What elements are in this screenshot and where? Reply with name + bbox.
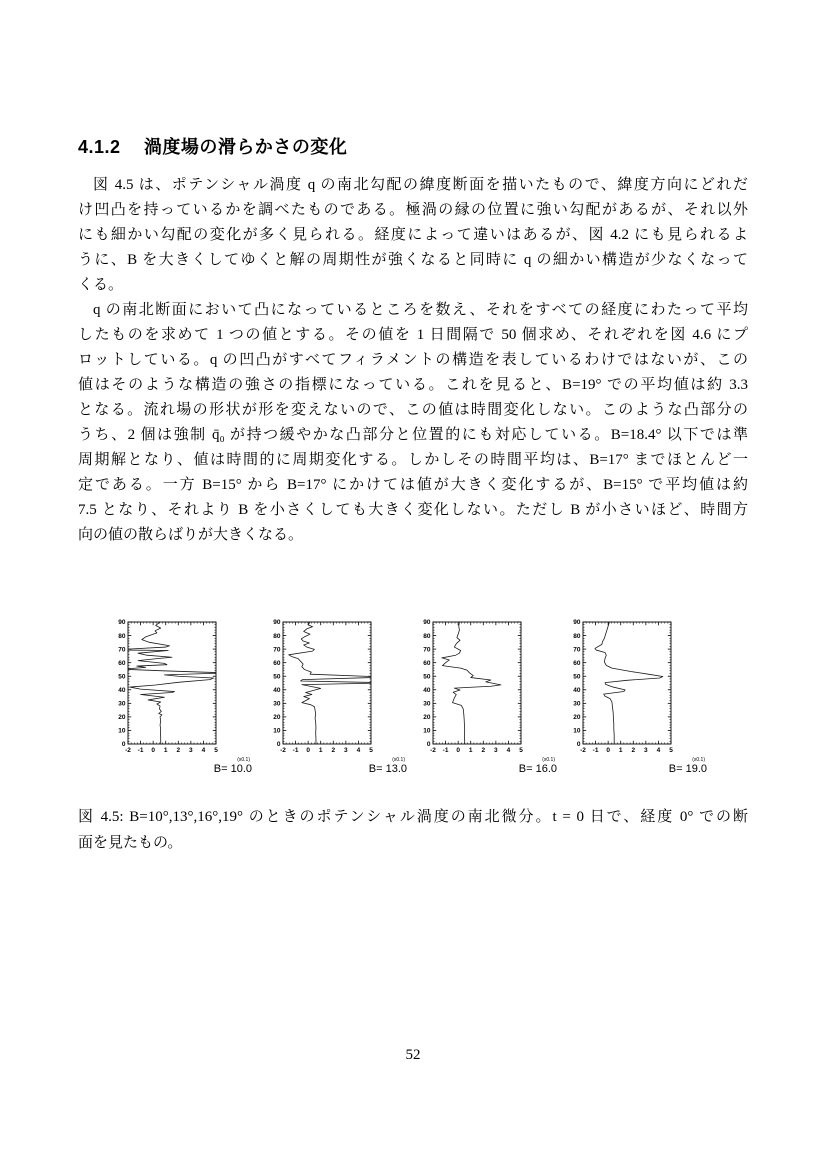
- y-tick-label: 50: [423, 673, 431, 681]
- section-number: 4.1.2: [78, 137, 121, 157]
- latitude-profile-plot: [103, 612, 253, 780]
- plot-title: B= 19.0: [668, 763, 707, 775]
- text-line: 周期解となり、値は時間的に周期変化する。しかしその時間平均は、B=17° までほとんど一: [78, 452, 748, 468]
- y-tick-label: 50: [273, 673, 281, 681]
- latitude-profile-plot: [408, 612, 558, 780]
- x-tick-label: 5: [369, 747, 373, 754]
- x-tick-label: 5: [519, 747, 523, 754]
- x-tick-label: 5: [214, 747, 218, 754]
- x-tick-label: 0: [456, 747, 460, 754]
- x-tick-label: 2: [481, 747, 486, 754]
- y-tick-label: 60: [423, 659, 431, 667]
- text-line: くる。: [78, 277, 124, 293]
- profile-curve: [442, 622, 501, 744]
- plot-title: B= 16.0: [518, 763, 557, 775]
- profile-curve: [289, 622, 371, 744]
- body-text: [78, 173, 748, 548]
- y-tick-label: 70: [573, 646, 581, 654]
- text-line: にも細かい勾配の変化が多く見られる。経度によって違いはあるが、図 4.2 にも見られるよ: [78, 227, 748, 243]
- caption-line: 図 4.5: B=10°,13°,16°,19° のときのポテンシャル渦度の南北微分。t = 0 日で、経度 0° での断: [78, 809, 748, 825]
- y-tick-label: 40: [118, 686, 126, 694]
- text-line: 図 4.5 は、ポテンシャル渦度 q の南北勾配の緯度断面を描いたもので、緯度方向にどれだ: [93, 177, 748, 193]
- text-line: 向の値の散らばりが大きくなる。: [78, 527, 304, 543]
- x-tick-label: -1: [137, 747, 144, 754]
- y-tick-label: 0: [426, 741, 431, 749]
- profile-curve: [595, 622, 663, 744]
- y-tick-label: 90: [573, 619, 581, 627]
- y-tick-label: 10: [573, 727, 581, 735]
- x-tick-label: 2: [331, 747, 336, 754]
- figure-caption: [78, 804, 748, 856]
- y-tick-label: 90: [118, 619, 126, 627]
- x-tick-label: 5: [669, 747, 673, 754]
- y-tick-label: 0: [121, 741, 126, 749]
- x-tick-label: 1: [163, 747, 168, 754]
- x-tick-label: 4: [356, 747, 361, 754]
- x-tick-label: -2: [580, 747, 586, 754]
- y-tick-label: 50: [573, 673, 581, 681]
- text-line: 定である。一方 B=15° から B=17° にかけては値が大きく変化するが、B=15° で平均値は約: [78, 477, 748, 493]
- plot-scale-note: (x0.1): [542, 757, 555, 763]
- text-line: け凹凸を持っているかを調べたものである。極渦の縁の位置に強い勾配があるが、それ以外: [78, 202, 748, 218]
- y-tick-label: 20: [118, 714, 126, 722]
- y-tick-label: 80: [273, 632, 281, 640]
- x-tick-label: 4: [656, 747, 661, 754]
- y-tick-label: 20: [573, 714, 581, 722]
- x-tick-label: 2: [176, 747, 181, 754]
- plot-scale-note: (x0.1): [392, 757, 405, 763]
- section-heading: [78, 133, 347, 159]
- plot-frame: [283, 622, 371, 744]
- x-tick-label: 3: [344, 747, 348, 754]
- y-tick-label: 70: [118, 646, 126, 654]
- plot-scale-note: (x0.1): [692, 757, 705, 763]
- x-tick-label: 0: [606, 747, 610, 754]
- y-tick-label: 80: [423, 632, 431, 640]
- y-tick-label: 80: [118, 632, 126, 640]
- text-line: ロットしている。q の凹凸がすべてフィラメントの構造を表しているわけではないが、この: [78, 352, 748, 368]
- y-tick-label: 60: [118, 659, 126, 667]
- y-tick-label: 0: [576, 741, 581, 749]
- text-line: うに、B を大きくしてゆくと解の周期性が強くなると同時に q の細かい構造が少なくなって: [78, 252, 748, 268]
- y-tick-label: 80: [573, 632, 581, 640]
- plot-scale-note: (x0.1): [237, 757, 250, 763]
- y-tick-label: 30: [423, 700, 431, 708]
- x-tick-label: 0: [151, 747, 155, 754]
- y-tick-label: 30: [573, 700, 581, 708]
- y-tick-label: 10: [423, 727, 431, 735]
- x-tick-label: -2: [430, 747, 436, 754]
- x-tick-label: -1: [442, 747, 449, 754]
- y-tick-label: 0: [276, 741, 281, 749]
- x-tick-label: 3: [189, 747, 193, 754]
- plot-frame: [583, 622, 671, 744]
- plot-frame: [433, 622, 521, 744]
- x-tick-label: 4: [506, 747, 511, 754]
- plot-title: B= 13.0: [368, 763, 407, 775]
- plot-title: B= 10.0: [213, 763, 252, 775]
- y-tick-label: 40: [273, 686, 281, 694]
- y-tick-label: 40: [423, 686, 431, 694]
- x-tick-label: 4: [201, 747, 206, 754]
- paragraph: [78, 173, 748, 298]
- x-tick-label: 2: [631, 747, 636, 754]
- x-tick-label: 3: [494, 747, 498, 754]
- x-tick-label: -2: [280, 747, 286, 754]
- x-tick-label: 1: [468, 747, 473, 754]
- y-tick-label: 60: [573, 659, 581, 667]
- y-tick-label: 40: [573, 686, 581, 694]
- y-tick-label: 60: [273, 659, 281, 667]
- y-tick-label: 90: [423, 619, 431, 627]
- section-title: 渦度場の滑らかさの変化: [143, 137, 348, 157]
- x-tick-label: 1: [318, 747, 323, 754]
- y-tick-label: 50: [118, 673, 126, 681]
- y-tick-label: 30: [118, 700, 126, 708]
- text-line: したものを求めて 1 つの値とする。その値を 1 日間隔で 50 個求め、それぞれを図 4.6 にプ: [78, 327, 748, 343]
- y-tick-label: 70: [273, 646, 281, 654]
- y-tick-label: 90: [273, 619, 281, 627]
- profile-curve: [128, 622, 216, 744]
- latitude-profile-plot: [558, 612, 708, 780]
- x-tick-label: -1: [292, 747, 299, 754]
- y-tick-label: 10: [118, 727, 126, 735]
- text-line: 値はそのような構造の強さの指標になっている。これを見ると、B=19° での平均値は約 3.3: [78, 377, 748, 393]
- x-tick-label: -2: [125, 747, 131, 754]
- page-number: 52: [405, 1047, 421, 1063]
- x-tick-label: 0: [306, 747, 310, 754]
- text-line: q の南北断面において凸になっているところを数え、それをすべての経度にわたって平均: [93, 302, 748, 318]
- text-line: 7.5 となり、それより B を小さくしても大きく変化しない。ただし B が小さいほど、時間方: [78, 502, 748, 518]
- x-tick-label: 3: [644, 747, 648, 754]
- x-tick-label: -1: [592, 747, 599, 754]
- text-line: うち、2 個は強制 q̄₀ が持つ緩やかな凸部分と位置的にも対応している。B=18.4° 以下では準: [78, 427, 748, 443]
- y-tick-label: 20: [423, 714, 431, 722]
- y-tick-label: 10: [273, 727, 281, 735]
- y-tick-label: 20: [273, 714, 281, 722]
- paragraph: [78, 298, 748, 548]
- text-line: となる。流れ場の形状が形を変えないので、この値は時間変化しない。このような凸部分の: [78, 402, 748, 418]
- y-tick-label: 70: [423, 646, 431, 654]
- x-tick-label: 1: [618, 747, 623, 754]
- caption-line: 面を見たもの。: [78, 835, 183, 851]
- figure-plots: [0, 612, 826, 782]
- latitude-profile-plot: [258, 612, 408, 780]
- y-tick-label: 30: [273, 700, 281, 708]
